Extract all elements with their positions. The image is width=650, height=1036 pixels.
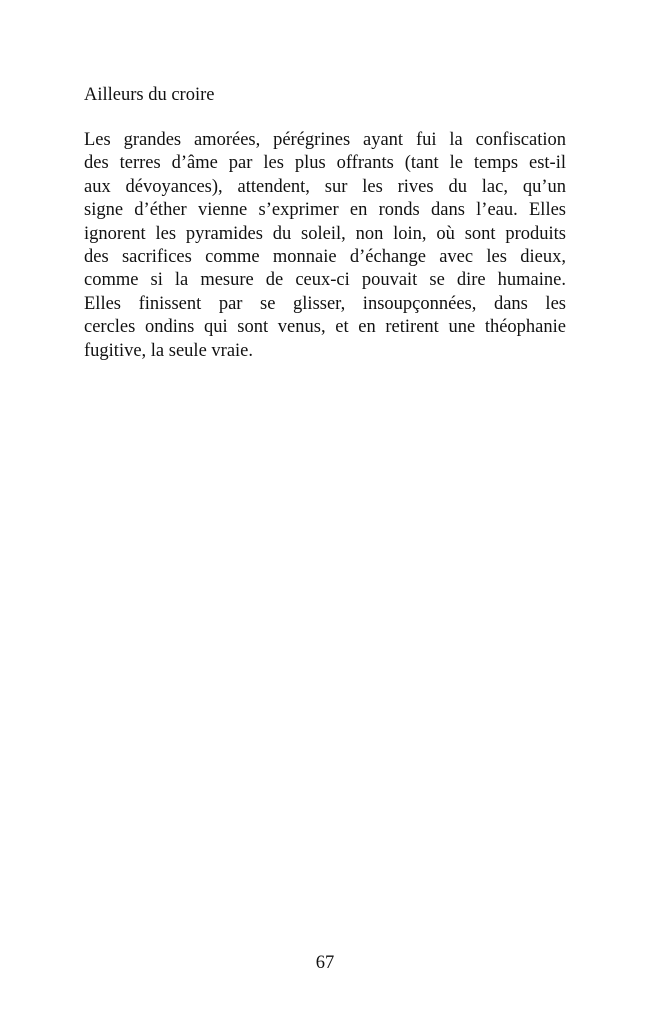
text-line: signe d’éther vienne s’exprimer en ronds dans l’eau. Elles xyxy=(84,200,566,221)
text-line: aux dévoyances), attendent, sur les rives du lac, qu’un xyxy=(84,176,566,197)
text-line: Elles finissent par se glisser, insoupçonnées, dans les xyxy=(84,293,566,314)
page-number: 67 xyxy=(315,953,335,973)
text-line: des terres d’âme par les plus offrants (tant le temps est-il xyxy=(84,153,566,174)
text-line: Les grandes amorées, pérégrines ayant fui la confiscation xyxy=(84,130,566,150)
text-line: cercles ondins qui sont venus, et en retirent une théophanie xyxy=(84,317,566,338)
text-line: ignorent les pyramides du soleil, non loin, où sont produits xyxy=(84,223,566,244)
poem-title: Ailleurs du croire xyxy=(84,85,215,105)
text-line: comme si la mesure de ceux-ci pouvait se dire humaine. xyxy=(84,270,566,291)
text-line: des sacrifices comme monnaie d’échange avec les dieux, xyxy=(84,246,566,267)
prose-paragraph xyxy=(84,129,566,363)
text-line: fugitive, la seule vraie. xyxy=(84,340,254,361)
